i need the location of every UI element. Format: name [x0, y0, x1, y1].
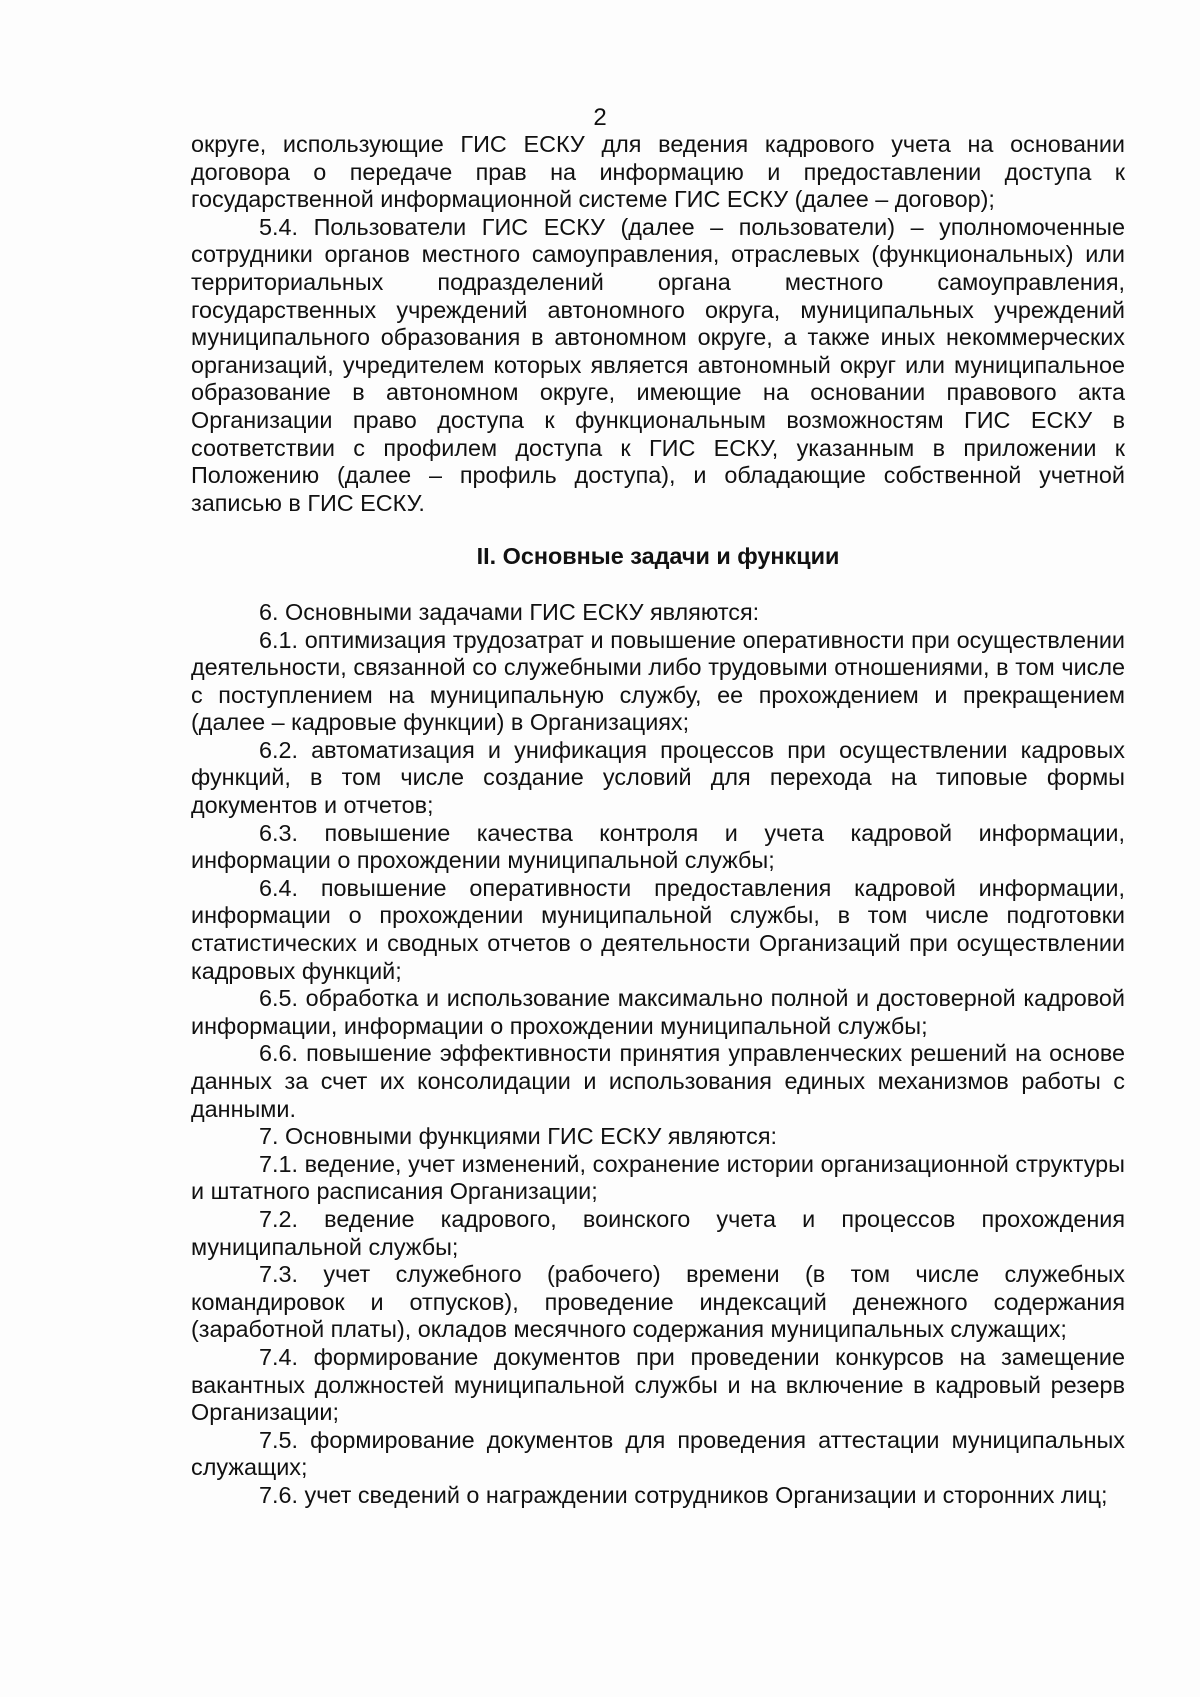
paragraph-7-1: 7.1. ведение, учет изменений, сохранение истории организационной структуры и штатного расписания Организации; [191, 1150, 1125, 1205]
paragraph-7-4: 7.4. формирование документов при проведении конкурсов на замещение вакантных должностей муниципальной службы и на включение в кадровый резерв Организации; [191, 1343, 1125, 1426]
paragraph-7-2: 7.2. ведение кадрового, воинского учета и процессов прохождения муниципальной службы; [191, 1205, 1125, 1260]
paragraph-5-4: 5.4. Пользователи ГИС ЕСКУ (далее – пользователи) – уполномоченные сотрудники органов местного самоуправления, отраслевых (функциональных) или территориальных подразделений органа местного самоуправления, государственных учреждений автономного округа, муниципальных учреждений муниципального образования в автономном округе, а также иных некоммерческих организаций, учредителем которых является автономный округ или муниципальное образование в автономном округе, имеющие на основании правового акта Организации право доступа к функциональным возможностям ГИС ЕСКУ в соответствии с профилем доступа к ГИС ЕСКУ, указанным в приложении к Положению (далее – профиль доступа), и обладающие собственной учетной записью в ГИС ЕСКУ. [191, 213, 1125, 516]
page-number: 2 [593, 104, 607, 131]
paragraph-6-1: 6.1. оптимизация трудозатрат и повышение оперативности при осуществлении деятельности, связанной со служебными либо трудовыми отношениями, в том числе с поступлением на муниципальную службу, ее прохождением и прекращением (далее – кадровые функции) в Организациях; [191, 626, 1125, 736]
paragraph-continuation: округе, использующие ГИС ЕСКУ для ведения кадрового учета на основании договора о передаче прав на информацию и предоставлении доступа к государственной информационной системе ГИС ЕСКУ (далее – договор); [191, 131, 1125, 213]
paragraph-7-6: 7.6. учет сведений о награждении сотрудников Организации и сторонних лиц; [259, 1481, 1108, 1508]
paragraph-7: 7. Основными функциями ГИС ЕСКУ являются: [259, 1123, 778, 1150]
paragraph-6-5: 6.5. обработка и использование максимально полной и достоверной кадровой информации, информации о прохождении муниципальной службы; [191, 985, 1125, 1039]
paragraph-6-6: 6.6. повышение эффективности принятия управленческих решений на основе данных за счет их консолидации и использования единых механизмов работы с данными. [191, 1040, 1125, 1122]
paragraph-6-4: 6.4. повышение оперативности предоставления кадровой информации, информации о прохождении муниципальной службы, в том числе подготовки статистических и сводных отчетов о деятельности Организаций при осуществлении кадровых функций; [191, 874, 1125, 984]
paragraph-6: 6. Основными задачами ГИС ЕСКУ являются: [259, 598, 760, 625]
paragraph-6-2: 6.2. автоматизация и унификация процессов при осуществлении кадровых функций, в том числе создание условий для перехода на типовые формы документов и отчетов; [191, 736, 1125, 819]
paragraph-6-3: 6.3. повышение качества контроля и учета кадровой информации, информации о прохождении муниципальной службы; [191, 819, 1125, 874]
paragraph-7-5: 7.5. формирование документов для проведения аттестации муниципальных служащих; [191, 1426, 1125, 1481]
section-heading: II. Основные задачи и функции [476, 543, 840, 570]
document-body [191, 131, 1125, 1510]
paragraph-7-3: 7.3. учет служебного (рабочего) времени (в том числе служебных командировок и отпусков), проведение индексаций денежного содержания (заработной платы), окладов месячного содержания муниципальных служащих; [191, 1261, 1125, 1343]
